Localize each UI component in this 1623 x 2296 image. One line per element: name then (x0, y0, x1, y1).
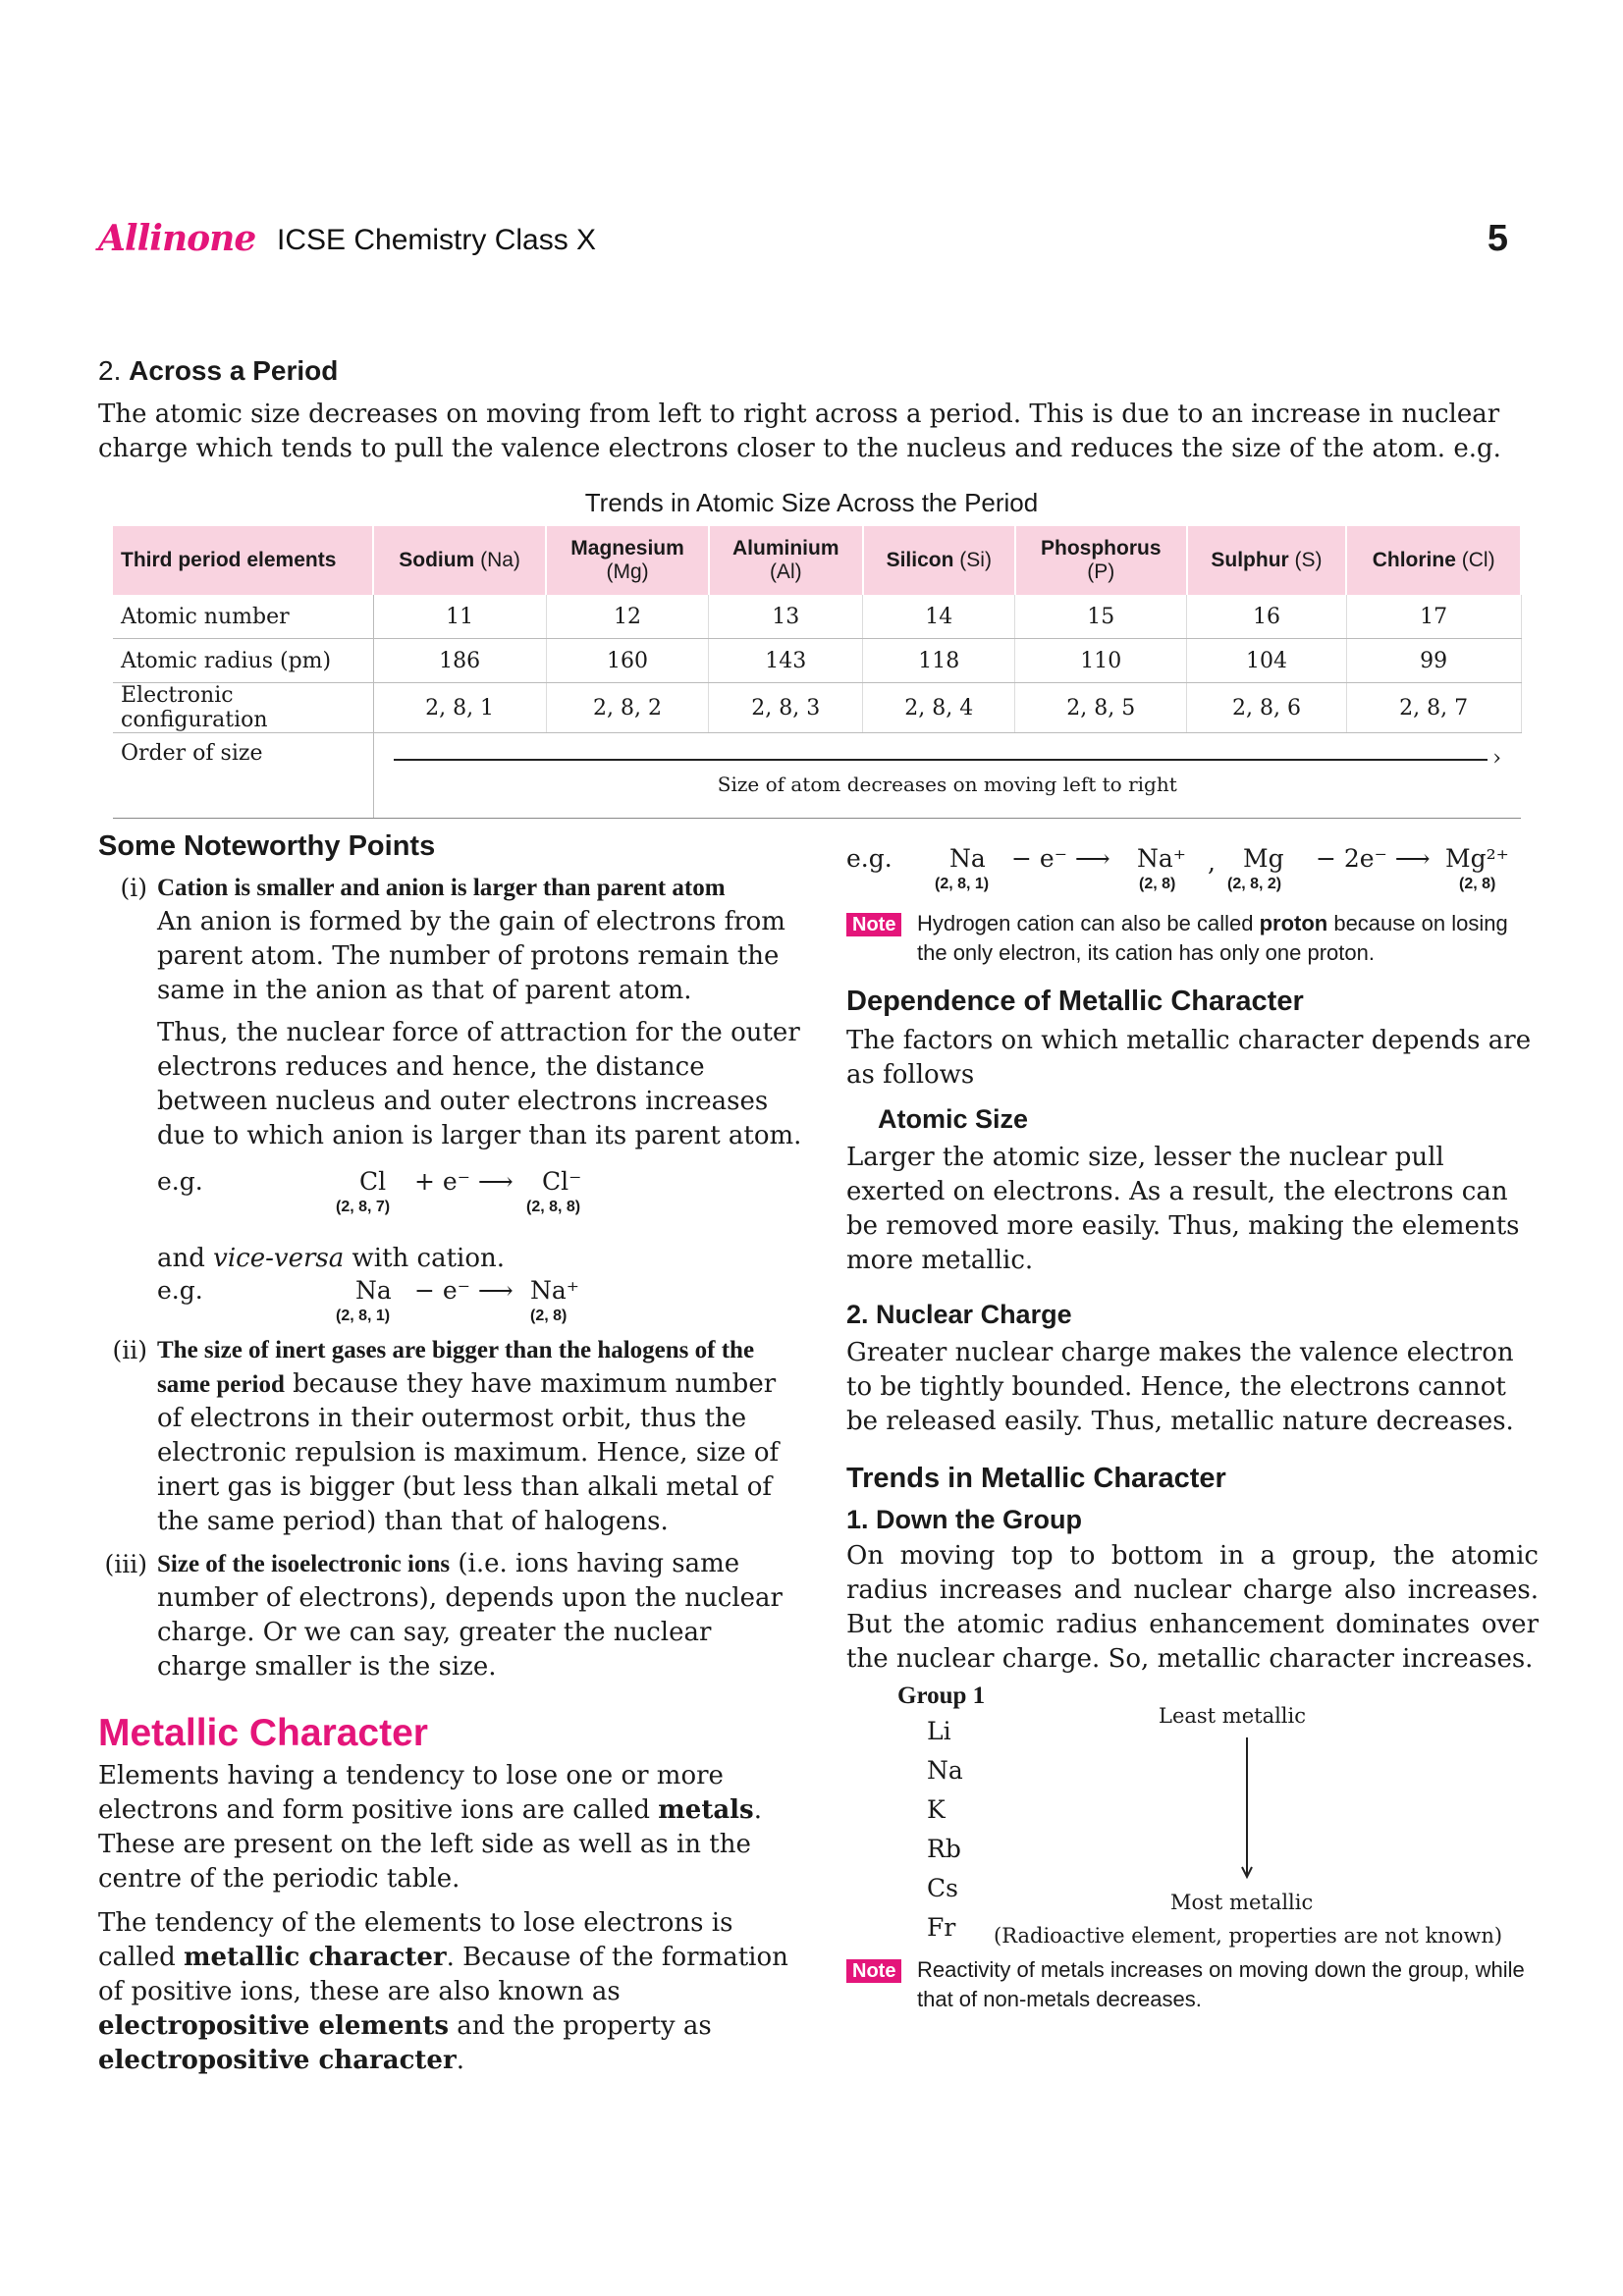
group-element: Fr (927, 1913, 956, 1942)
atomic-size-text: Larger the atomic size, lesser the nuclear pull exerted on electrons. As a result, the electrons can be removed more easily. Thus, making the elements more metallic. (846, 1143, 1520, 1275)
atomic-size-heading: Atomic Size (878, 1104, 1029, 1134)
table-caption: Trends in Atomic Size Across the Period (584, 488, 1039, 517)
left-column (98, 830, 805, 2078)
element-symbol: (Mg) (606, 561, 649, 583)
note1-bold: proton (1259, 911, 1328, 935)
table-cell: 104 (1187, 639, 1347, 683)
element-name: Phosphorus (1041, 537, 1162, 560)
group-element: Cs (927, 1874, 958, 1902)
element-header-4 (1015, 526, 1187, 595)
table-cell: 2, 8, 3 (709, 683, 863, 733)
point-i-para2: Thus, the nuclear force of attraction for the outer electrons reduces and hence, the distance between nucleus and outer electrons increases due to which anion is larger than its parent atom. (157, 1018, 802, 1150)
table-cell: 12 (546, 595, 709, 639)
section-title: Across a Period (129, 355, 339, 386)
element-name: Aluminium (732, 537, 839, 560)
dependence-text: The factors on which metallic character depends are as follows (846, 1026, 1532, 1090)
page-number: 5 (1487, 218, 1508, 259)
table-cell: 2, 8, 7 (1346, 683, 1521, 733)
point-iii-number: (iii) (104, 1550, 147, 1578)
point-ii-number: (ii) (112, 1336, 147, 1364)
nuclear-charge-text: Greater nuclear charge makes the valence electron to be tightly bounded. Hence, the electrons cannot be released easily. Thus, metallic nature decreases. (846, 1338, 1514, 1436)
group1-elements (927, 1712, 986, 1948)
element-header-5 (1187, 526, 1347, 595)
group1-label: Group 1 (897, 1682, 986, 1709)
francium-note: (Radioactive element, properties are not known) (994, 1924, 1503, 1948)
table-row (113, 683, 1521, 733)
section-number: 2. (98, 355, 122, 386)
atomic-size-table (113, 526, 1522, 819)
eq-na-reactant: Na (949, 844, 986, 873)
brand-logo: Allinone (98, 218, 256, 259)
table-cell: 17 (1346, 595, 1521, 639)
table-cell: 118 (863, 639, 1015, 683)
eq-na-reactant-config: (2, 8, 1) (935, 876, 990, 892)
down-group-text: On moving top to bottom in a group, the atomic radius increases and nuclear charge also increases. But the atomic radius enhancement dominates over the nuclear charge. So, metallic character increases. (846, 1541, 1539, 1674)
point-ii-lead: The size of inert gases are bigger than the halogens of the same period (157, 1337, 755, 1398)
point-iii-text (157, 1547, 805, 1684)
eq-na-product: Na⁺ (530, 1276, 579, 1305)
table-cell: 14 (863, 595, 1015, 639)
eq-cl-reactant: Cl (359, 1167, 387, 1196)
eq-na-product-config: (2, 8) (530, 1308, 568, 1324)
table-header-row (113, 526, 1521, 595)
vice-versa-line (157, 1242, 805, 1276)
element-header-1 (546, 526, 709, 595)
order-arrow-caption: Size of atom decreases on moving left to right (717, 773, 1177, 796)
table-cell: 11 (373, 595, 546, 639)
noteworthy-heading: Some Noteworthy Points (98, 830, 436, 862)
point-ii (98, 1333, 805, 1539)
element-name: Sodium (399, 549, 475, 571)
book-title: ICSE Chemistry Class X (277, 224, 597, 256)
equation-na-mg (846, 844, 1539, 905)
table-cell: 2, 8, 2 (546, 683, 709, 733)
eq-mg-reactant: Mg (1243, 844, 1284, 873)
row-label: Electronic configuration (113, 683, 373, 733)
metallic-p2-bold3: electropositive character (98, 2046, 457, 2075)
eq-eg-label: e.g. (157, 1167, 203, 1196)
table-cell: 2, 8, 5 (1015, 683, 1187, 733)
vice-italic: vice-versa (213, 1244, 345, 1273)
dependence-heading: Dependence of Metallic Character (846, 986, 1304, 1017)
metallic-p1-bold: metals (658, 1795, 754, 1825)
element-name: Magnesium (570, 537, 684, 560)
note-proton (846, 909, 1539, 968)
group-element: Rb (927, 1835, 961, 1863)
table-cell: 2, 8, 1 (373, 683, 546, 733)
metallic-p2-bold1: metallic character (184, 1943, 447, 1972)
order-of-size-cell (373, 733, 1521, 819)
order-of-size-row (113, 733, 1521, 819)
element-header-2 (709, 526, 863, 595)
element-symbol: (Si) (959, 549, 992, 571)
eq-cl-product: Cl⁻ (542, 1167, 582, 1196)
across-period-text: The atomic size decreases on moving from left to right across a period. This is due to an increase in nuclear charge which tends to pull the valence electrons closer to the nucleus and reduces the size of the atom. e.g. (98, 400, 1501, 463)
note-reactivity (846, 1955, 1539, 2014)
point-ii-rest: because they have maximum number of electrons in their outermost orbit, thus the electronic repulsion is maximum. Hence, size of inert gas is bigger (but less than alkali metal of the same period) than that of halogens. (157, 1369, 780, 1536)
right-arrow-icon: › (394, 749, 1502, 778)
group-element: Na (927, 1756, 963, 1785)
element-symbol: (Al) (769, 561, 802, 583)
table-cell: 186 (373, 639, 546, 683)
nuclear-charge-heading: 2. Nuclear Charge (846, 1300, 1072, 1329)
eq-eg-label: e.g. (846, 844, 893, 873)
vice-post: with cation. (344, 1244, 506, 1273)
eq-cl-operator: + e⁻ ⟶ (414, 1167, 514, 1196)
note1-post: because on losing the only electron, its cation has only one proton. (917, 911, 1508, 965)
element-symbol: (S) (1294, 549, 1323, 571)
eq-cl-reactant-config: (2, 8, 7) (336, 1199, 391, 1215)
metallic-para2 (98, 1906, 805, 2078)
table-cell: 143 (709, 639, 863, 683)
group-element: Li (927, 1717, 951, 1745)
trends-heading: Trends in Metallic Character (846, 1463, 1226, 1494)
element-name: Silicon (886, 549, 954, 571)
point-iii (98, 1547, 805, 1684)
note1-pre: Hydrogen cation can also be called (917, 911, 1260, 935)
metallic-character-heading: Metallic Character (98, 1712, 428, 1754)
equation-cl (157, 1167, 805, 1224)
eq-na-operator: − e⁻ ⟶ (414, 1276, 514, 1305)
table-cell: 16 (1187, 595, 1347, 639)
element-symbol: (P) (1087, 561, 1115, 583)
table-cell: 110 (1015, 639, 1187, 683)
table-body (113, 595, 1521, 819)
eq-na-product: Na⁺ (1137, 844, 1186, 873)
metallic-p2-end: . (456, 2046, 464, 2075)
row-label: Atomic radius (pm) (113, 639, 373, 683)
row-label: Atomic number (113, 595, 373, 639)
down-arrow-icon (1239, 1737, 1255, 1885)
metallic-p2-mid: . Because of the formation of positive ions, these are also known as (98, 1943, 788, 2006)
eq-eg-label: e.g. (157, 1276, 203, 1305)
table-cell: 160 (546, 639, 709, 683)
eq-cl-product-config: (2, 8, 8) (526, 1199, 581, 1215)
point-i (98, 871, 805, 1333)
eq-mg-operator: − 2e⁻ ⟶ (1316, 844, 1431, 873)
table-cell: 2, 8, 4 (863, 683, 1015, 733)
point-i-para1: An anion is formed by the gain of electrons from parent atom. The number of protons remain the same in the anion as that of parent atom. (157, 907, 785, 1005)
eq-na-product-config: (2, 8) (1139, 876, 1176, 892)
group-element: K (927, 1795, 946, 1824)
metallic-p2-bold2: electropositive elements (98, 2011, 450, 2041)
table-cell: 15 (1015, 595, 1187, 639)
right-column (846, 844, 1539, 2014)
element-header-0 (373, 526, 546, 595)
metallic-para1 (98, 1759, 805, 1896)
eq-mg-product: Mg²⁺ (1445, 844, 1509, 873)
eq-na-operator: − e⁻ ⟶ (1011, 844, 1110, 873)
vice-pre: and (157, 1244, 214, 1273)
note-tag: Note (846, 1959, 901, 1983)
table-cell: 2, 8, 6 (1187, 683, 1347, 733)
eq-mg-product-config: (2, 8) (1459, 876, 1496, 892)
point-i-lead: Cation is smaller and anion is larger than parent atom (157, 875, 726, 901)
table-corner-header: Third period elements (113, 526, 373, 595)
row-label: Order of size (113, 733, 373, 819)
least-metallic-label: Least metallic (1159, 1704, 1306, 1728)
table-row (113, 595, 1521, 639)
metallic-p2-mid2: and the property as (449, 2011, 712, 2041)
table-cell: 99 (1346, 639, 1521, 683)
metallic-p1-post: . These are present on the left side as well as in the centre of the periodic table. (98, 1795, 762, 1894)
element-name: Sulphur (1211, 549, 1289, 571)
metallic-p2-pre: The tendency of the elements to lose electrons is called (98, 1908, 733, 1972)
element-symbol: (Na) (480, 549, 520, 571)
group1-diagram (846, 1682, 1539, 1948)
table-row (113, 639, 1521, 683)
point-iii-rest: (i.e. ions having same number of electrons), depends upon the nuclear charge. Or we can say, greater the nuclear charge smaller is the size. (157, 1549, 783, 1682)
point-iii-lead: Size of the isoelectronic ions (157, 1551, 451, 1577)
note2-text: Reactivity of metals increases on moving down the group, while that of non-metals decreases. (917, 1957, 1525, 2011)
down-group-heading: 1. Down the Group (846, 1505, 1082, 1534)
eq-mg-reactant-config: (2, 8, 2) (1227, 876, 1282, 892)
equation-na-left (157, 1276, 805, 1333)
note-tag: Note (846, 913, 901, 936)
point-ii-text (157, 1333, 805, 1539)
element-symbol: (Cl) (1461, 549, 1495, 571)
metallic-p1-pre: Elements having a tendency to lose one or more electrons and form positive ions are called (98, 1761, 724, 1825)
eq-na-reactant: Na (355, 1276, 392, 1305)
element-header-6 (1346, 526, 1521, 595)
element-header-3 (863, 526, 1015, 595)
element-name: Chlorine (1372, 549, 1456, 571)
table-cell: 13 (709, 595, 863, 639)
eq-na-reactant-config: (2, 8, 1) (336, 1308, 391, 1324)
section-heading-across-period (98, 355, 338, 387)
most-metallic-label: Most metallic (1170, 1891, 1314, 1914)
eq-comma: , (1208, 848, 1216, 877)
point-i-number: (i) (120, 874, 147, 902)
